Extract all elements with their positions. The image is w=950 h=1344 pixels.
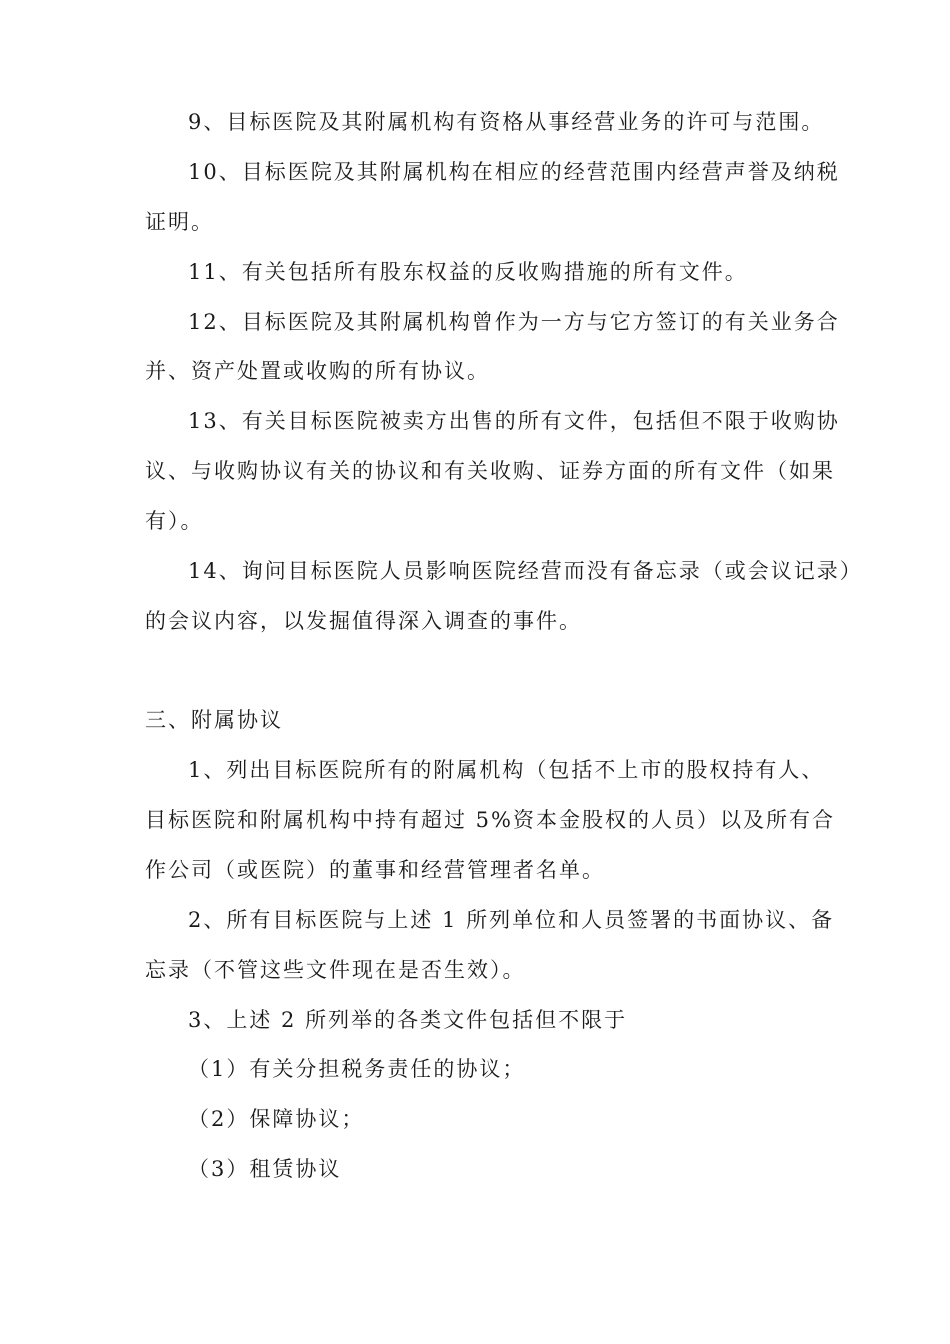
paragraph-item-9: 9、目标医院及其附属机构有资格从事经营业务的许可与范围。 (188, 110, 825, 134)
paragraph-sec3-item-1-cont1: 目标医院和附属机构中持有超过 5%资本金股权的人员）以及所有合 (145, 808, 835, 832)
paragraph-item-13: 13、有关目标医院被卖方出售的所有文件，包括但不限于收购协 (188, 409, 840, 433)
sub-item-2: （2）保障协议； (188, 1107, 365, 1131)
paragraph-sec3-item-2: 2、所有目标医院与上述 1 所列单位和人员签署的书面协议、备 (188, 908, 835, 932)
paragraph-item-13-cont1: 议、与收购协议有关的协议和有关收购、证券方面的所有文件（如果 (145, 459, 835, 483)
paragraph-sec3-item-1-cont2: 作公司（或医院）的董事和经营管理者名单。 (145, 858, 605, 882)
paragraph-item-12: 12、目标医院及其附属机构曾作为一方与它方签订的有关业务合 (188, 310, 840, 334)
paragraph-item-14: 14、询问目标医院人员影响医院经营而没有备忘录（或会议记录） (188, 559, 863, 583)
paragraph-item-10: 10、目标医院及其附属机构在相应的经营范围内经营声誉及纳税 (188, 160, 840, 184)
section-heading: 三、附属协议 (145, 708, 283, 732)
sub-item-1: （1）有关分担税务责任的协议； (188, 1057, 526, 1081)
paragraph-item-14-cont: 的会议内容，以发掘值得深入调查的事件。 (145, 609, 582, 633)
paragraph-item-12-cont: 并、资产处置或收购的所有协议。 (145, 359, 490, 383)
paragraph-item-11: 11、有关包括所有股东权益的反收购措施的所有文件。 (188, 260, 748, 284)
paragraph-sec3-item-3: 3、上述 2 所列举的各类文件包括但不限于 (188, 1008, 628, 1032)
paragraph-sec3-item-1: 1、列出目标医院所有的附属机构（包括不上市的股权持有人、 (188, 758, 825, 782)
paragraph-item-13-cont2: 有）。 (145, 509, 204, 533)
paragraph-item-10-cont: 证明。 (145, 210, 214, 234)
paragraph-sec3-item-2-cont: 忘录（不管这些文件现在是否生效）。 (145, 958, 526, 982)
sub-item-3: （3）租赁协议 (188, 1157, 342, 1181)
